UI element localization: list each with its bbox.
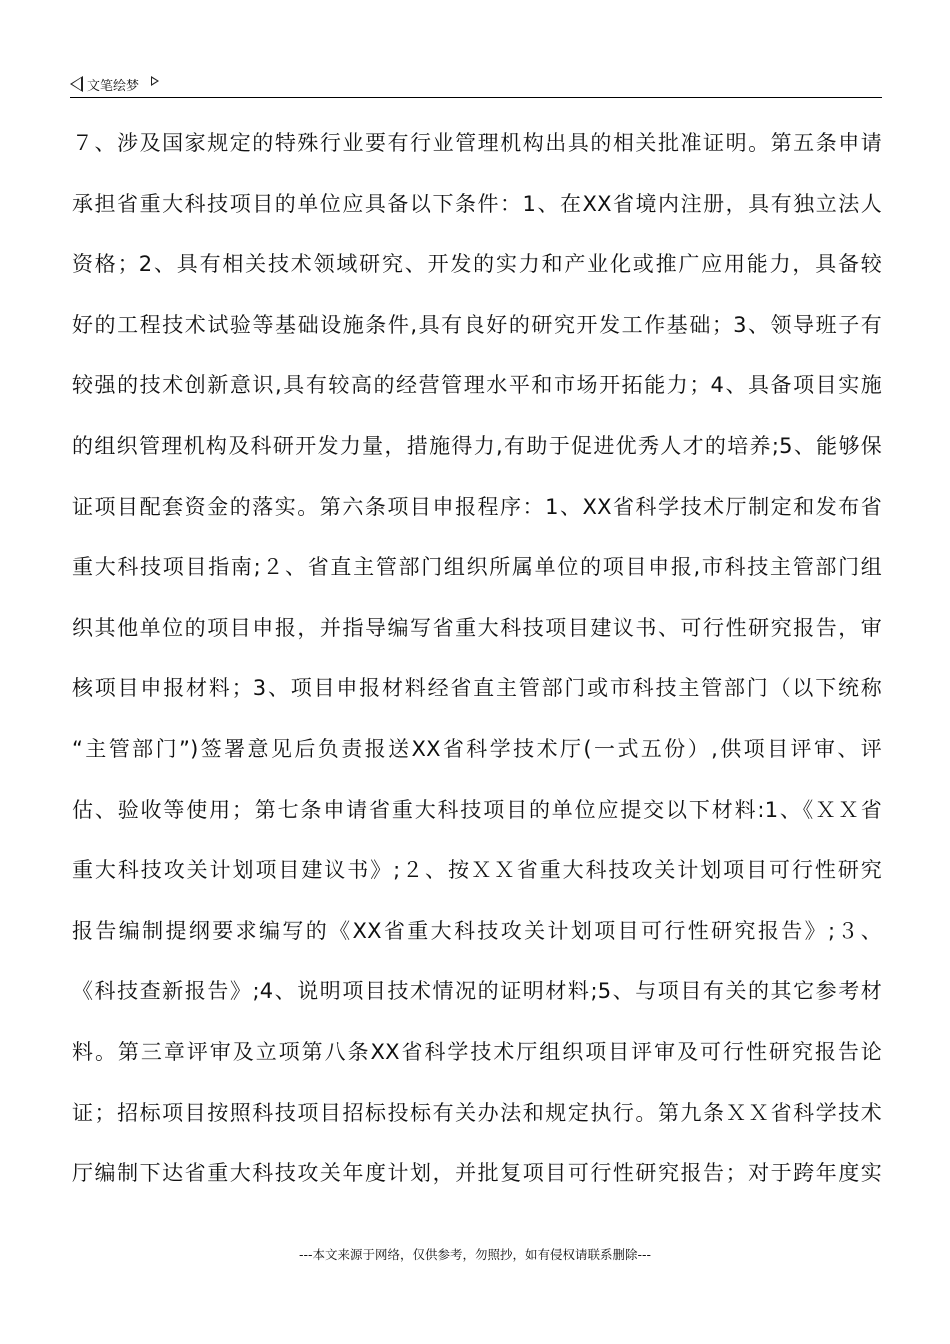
header-divider [70, 97, 882, 98]
body-line: 《科技查新报告》;4、说明项目技术情况的证明材料;5、与项目有关的其它参考材 [72, 979, 882, 1004]
body-line: 估、验收等使用；第七条申请省重大科技项目的单位应提交以下材料:1、《ＸＸ省 [72, 797, 882, 822]
body-line: 厅编制下达省重大科技攻关年度计划，并批复项目可行性研究报告；对于跨年度实 [72, 1161, 882, 1186]
triangle-left-icon [70, 76, 83, 92]
body-line: 织其他单位的项目申报，并指导编写省重大科技项目建议书、可行性研究报告，审 [72, 615, 882, 640]
header-title: 文笔绘梦 [87, 78, 140, 94]
body-line: 的组织管理机构及科研开发力量，措施得力,有助于促进优秀人才的培养;5、能够保 [72, 433, 882, 458]
body-line: “主管部门”)签署意见后负责报送XX省科学技术厅(一式五份）,供项目评审、评 [72, 736, 882, 761]
body-line: 报告编制提纲要求编写的《XX省重大科技攻关计划项目可行性研究报告》;３、 [72, 918, 882, 943]
body-line: 重大科技项目指南;２、省直主管部门组织所属单位的项目申报,市科技主管部门组 [72, 555, 882, 580]
triangle-right-icon [151, 76, 159, 86]
document-body [72, 120, 882, 1211]
body-line: 重大科技攻关计划项目建议书》;２、按ＸＸ省重大科技攻关计划项目可行性研究 [72, 858, 882, 883]
body-line: 资格；2、具有相关技术领域研究、开发的实力和产业化或推广应用能力，具备较 [72, 252, 882, 277]
body-line: 证；招标项目按照科技项目招标投标有关办法和规定执行。第九条ＸＸ省科学技术 [72, 1100, 882, 1125]
body-line: 承担省重大科技项目的单位应具备以下条件：1、在XX省境内注册，具有独立法人 [72, 191, 882, 216]
page-footer: ---本文来源于网络，仅供参考，勿照抄，如有侵权请联系删除--- [298, 1247, 652, 1262]
body-line: ７、涉及国家规定的特殊行业要有行业管理机构出具的相关批准证明。第五条申请 [72, 131, 882, 155]
body-line: 核项目申报材料；3、项目申报材料经省直主管部门或市科技主管部门（以下统称 [72, 676, 882, 701]
page-header [70, 72, 159, 96]
body-line: 证项目配套资金的落实。第六条项目申报程序：1、XX省科学技术厅制定和发布省 [72, 494, 882, 519]
body-line: 较强的技术创新意识,具有较高的经营管理水平和市场开拓能力；4、具备项目实施 [72, 373, 882, 398]
body-line: 好的工程技术试验等基础设施条件,具有良好的研究开发工作基础；3、领导班子有 [72, 312, 882, 337]
body-line: 料。第三章评审及立项第八条XX省科学技术厅组织项目评审及可行性研究报告论 [72, 1039, 882, 1064]
